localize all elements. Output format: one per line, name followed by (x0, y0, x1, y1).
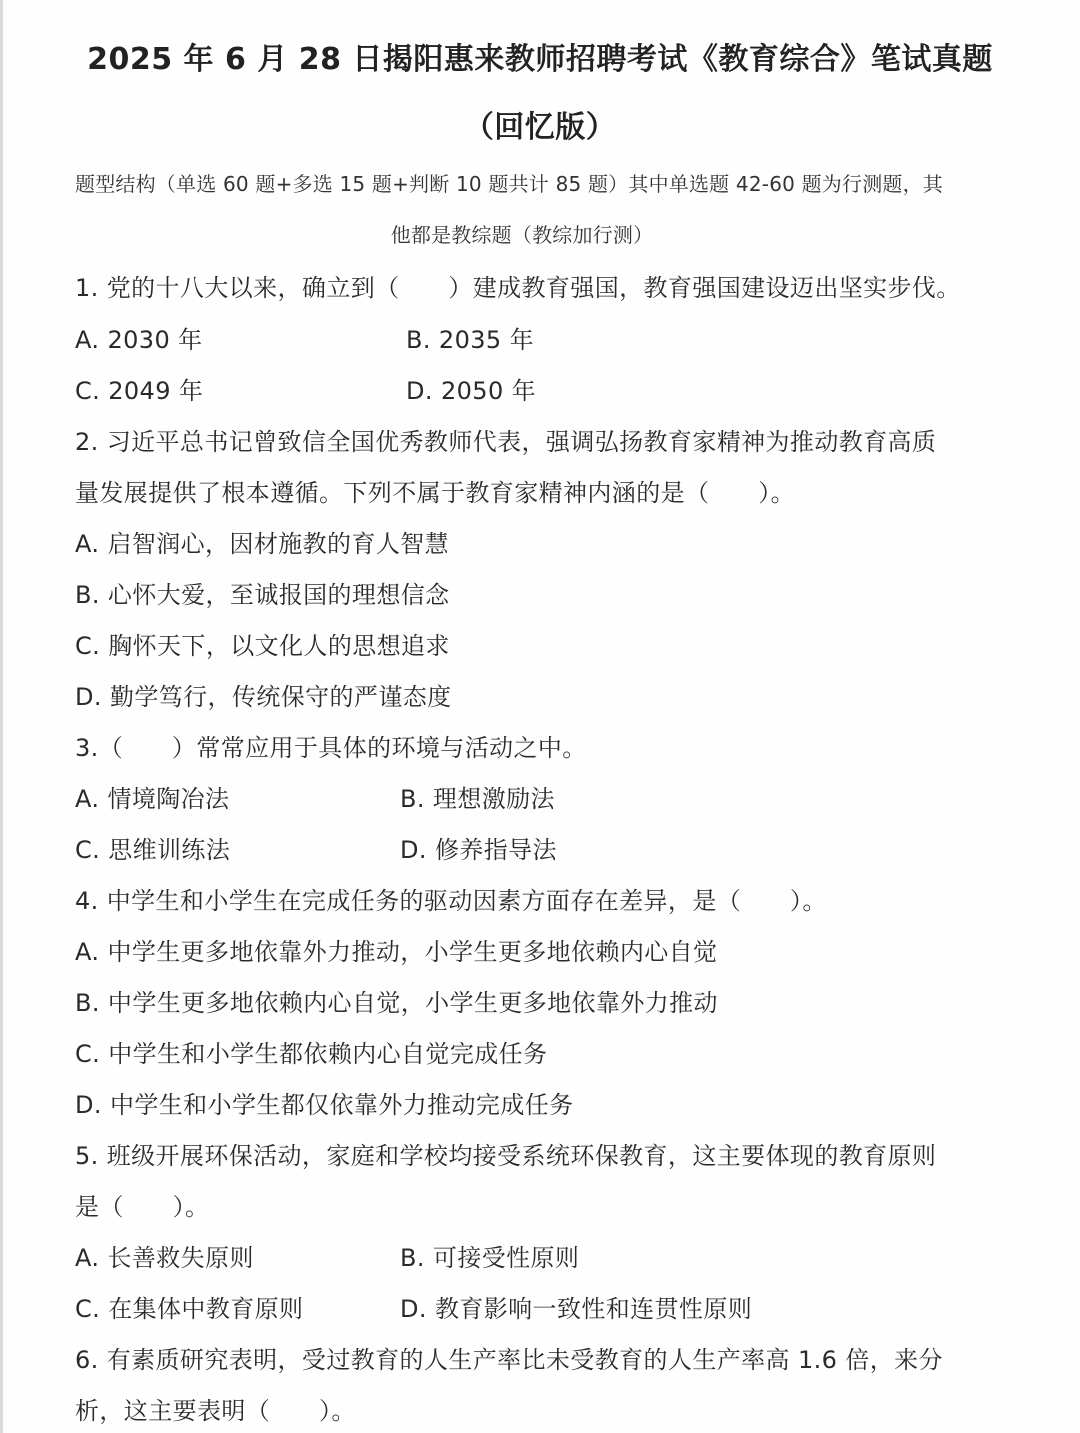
question-6-stem-continued: 析，这主要表明（ ）。 (75, 1397, 356, 1425)
question-2-option-d: D. 勤学笃行，传统保守的严谨态度 (75, 683, 452, 711)
page-subtitle: （回忆版） (463, 110, 617, 145)
question-5-option-a: A. 长善救失原则 (75, 1244, 254, 1272)
question-1-stem: 1. 党的十八大以来，确立到（ ）建成教育强国，教育强国建设迈出坚实步伐。 (75, 274, 961, 302)
question-2-option-b: B. 心怀大爱，至诚报国的理想信念 (75, 581, 450, 609)
question-6-stem: 6. 有素质研究表明，受过教育的人生产率比未受教育的人生产率高 1.6 倍，来分 (75, 1346, 943, 1374)
question-4-option-d: D. 中学生和小学生都仅依靠外力推动完成任务 (75, 1091, 574, 1119)
question-1-option-d: D. 2050 年 (406, 377, 537, 405)
question-5-stem: 5. 班级开展环保活动，家庭和学校均接受系统环保教育，这主要体现的教育原则 (75, 1142, 937, 1170)
structure-note: 题型结构（单选 60 题+多选 15 题+判断 10 题共计 85 题）其中单选题 42-60 题为行测题，其 (75, 172, 944, 196)
question-4-option-c: C. 中学生和小学生都依赖内心自觉完成任务 (75, 1040, 548, 1068)
question-1-option-c: C. 2049 年 (75, 377, 204, 405)
question-3-option-b: B. 理想激励法 (400, 785, 555, 813)
question-2-option-c: C. 胸怀天下，以文化人的思想追求 (75, 632, 450, 660)
page-title: 2025 年 6 月 28 日揭阳惠来教师招聘考试《教育综合》笔试真题 (87, 42, 993, 77)
question-5-option-c: C. 在集体中教育原则 (75, 1295, 304, 1323)
question-2-option-a: A. 启智润心，因材施教的育人智慧 (75, 530, 450, 558)
question-4-option-b: B. 中学生更多地依赖内心自觉，小学生更多地依靠外力推动 (75, 989, 718, 1017)
question-1-option-b: B. 2035 年 (406, 326, 535, 354)
structure-note-continued: 他都是教综题（教综加行测） (390, 223, 654, 247)
question-3-stem: 3.（ ）常常应用于具体的环境与活动之中。 (75, 734, 587, 762)
question-5-option-d: D. 教育影响一致性和连贯性原则 (400, 1295, 753, 1323)
question-5-option-b: B. 可接受性原则 (400, 1244, 580, 1272)
question-3-option-d: D. 修养指导法 (400, 836, 557, 864)
question-3-option-a: A. 情境陶冶法 (75, 785, 230, 813)
question-3-option-c: C. 思维训练法 (75, 836, 231, 864)
question-5-stem-continued: 是（ ）。 (75, 1193, 210, 1221)
page-edge (0, 0, 3, 1433)
question-4-option-a: A. 中学生更多地依靠外力推动，小学生更多地依赖内心自觉 (75, 938, 718, 966)
question-2-stem-continued: 量发展提供了根本遵循。下列不属于教育家精神内涵的是（ ）。 (75, 479, 795, 507)
question-1-option-a: A. 2030 年 (75, 326, 203, 354)
question-2-stem: 2. 习近平总书记曾致信全国优秀教师代表，强调弘扬教育家精神为推动教育高质 (75, 428, 937, 456)
question-4-stem: 4. 中学生和小学生在完成任务的驱动因素方面存在差异，是（ ）。 (75, 887, 827, 915)
